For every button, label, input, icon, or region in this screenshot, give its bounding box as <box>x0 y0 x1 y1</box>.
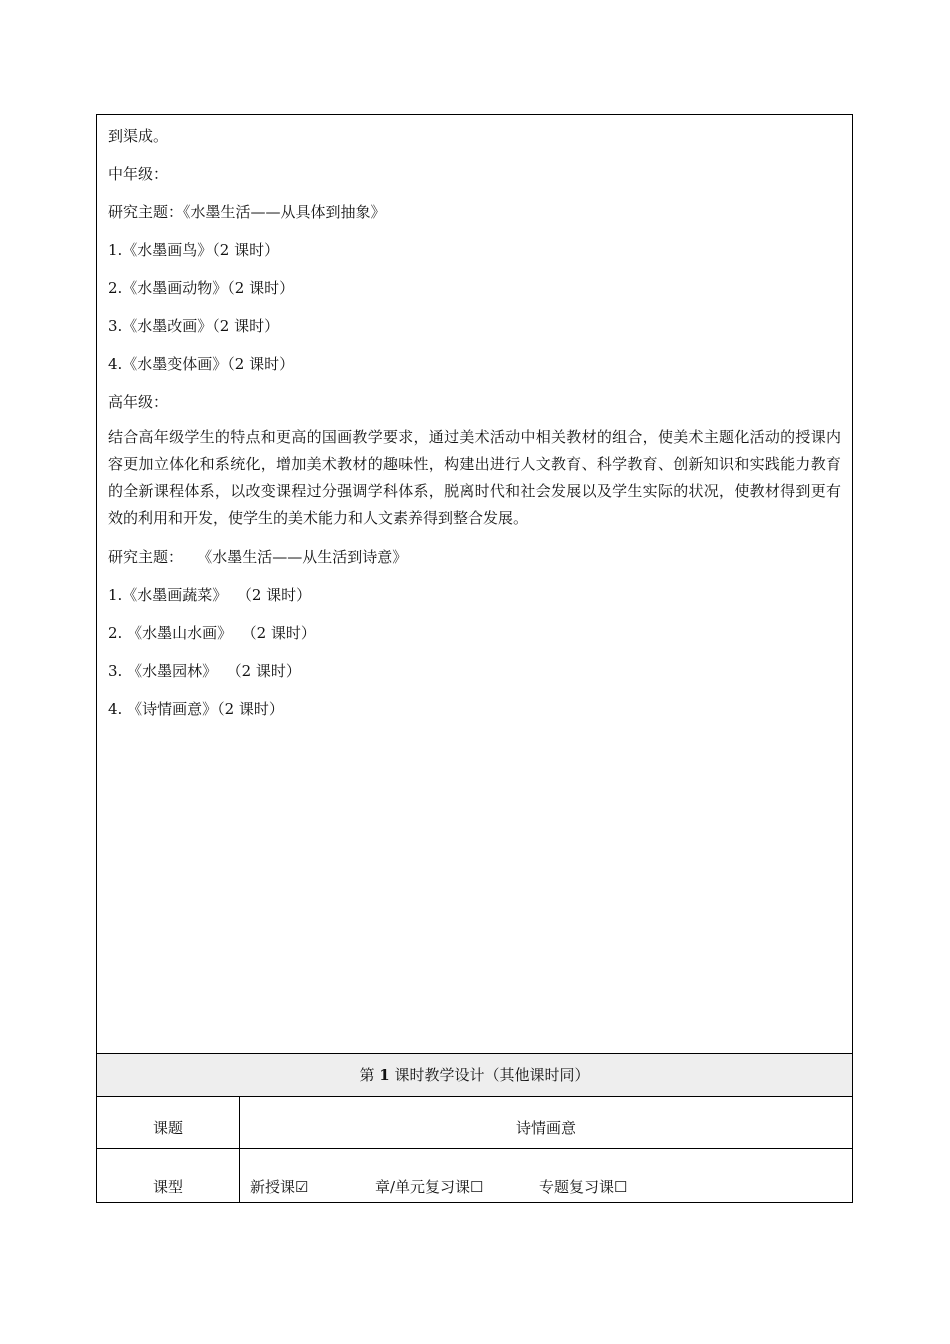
lesson-item: 1.《水墨画鸟》（2 课时） <box>108 241 280 259</box>
lesson-item: 4.《水墨变体画》（2 课时） <box>108 355 295 373</box>
topic-label: 课题 <box>97 1097 240 1148</box>
topic-value: 诗情画意 <box>515 1119 576 1137</box>
lesson-item: 3.《水墨改画》（2 课时） <box>108 317 280 335</box>
research-content-cell <box>97 115 852 1054</box>
lesson-item: 3. 《水墨园林》 （2 课时） <box>108 662 301 680</box>
new-lesson-checkbox[interactable]: 新授课☑ <box>250 1178 309 1196</box>
senior-description-paragraph: 结合高年级学生的特点和更高的国画教学要求，通过美术活动中相关教材的组合，使美术主题化活动的授课内容更加立体化和系统化，增加美术教材的趣味性，构建出进行人文教育、科学教育、创新知识和实践能力教育的全新课程体系，以改变课程过分强调学科体系，脱离时代和社会发展以及学生实际的状况，使教材得到更有效的利用和开发，使学生的美术能力和人文素养得到整合发展。 <box>108 428 841 527</box>
lesson-item: 1.《水墨画蔬菜》 （2 课时） <box>108 586 312 604</box>
lesson-item: 2.《水墨画动物》（2 课时） <box>108 279 295 297</box>
topic-row <box>97 1097 852 1149</box>
research-topic-senior: 研究主题： 《水墨生活——从生活到诗意》 <box>108 548 408 566</box>
header-lesson-number: 1 <box>379 1066 390 1084</box>
lesson-item: 4. 《诗情画意》（2 课时） <box>108 700 284 718</box>
grade-heading-senior: 高年级： <box>108 393 169 411</box>
lesson-type-label: 课型 <box>97 1149 240 1203</box>
unit-review-checkbox[interactable]: 章/单元复习课☐ <box>375 1178 484 1196</box>
lesson-type-options <box>240 1149 852 1203</box>
header-suffix: 课时教学设计（其他课时同） <box>389 1066 590 1084</box>
topic-review-checkbox[interactable]: 专题复习课☐ <box>539 1178 628 1196</box>
header-prefix: 第 <box>359 1066 380 1084</box>
lesson-design-header <box>97 1054 852 1097</box>
lesson-item: 2. 《水墨山水画》 （2 课时） <box>108 624 316 642</box>
lesson-type-row <box>97 1149 852 1203</box>
research-topic-middle: 研究主题：《水墨生活——从具体到抽象》 <box>108 203 386 221</box>
lesson-document-table <box>96 114 853 1203</box>
grade-heading-middle: 中年级： <box>108 165 169 183</box>
text-line: 到渠成。 <box>108 127 169 145</box>
